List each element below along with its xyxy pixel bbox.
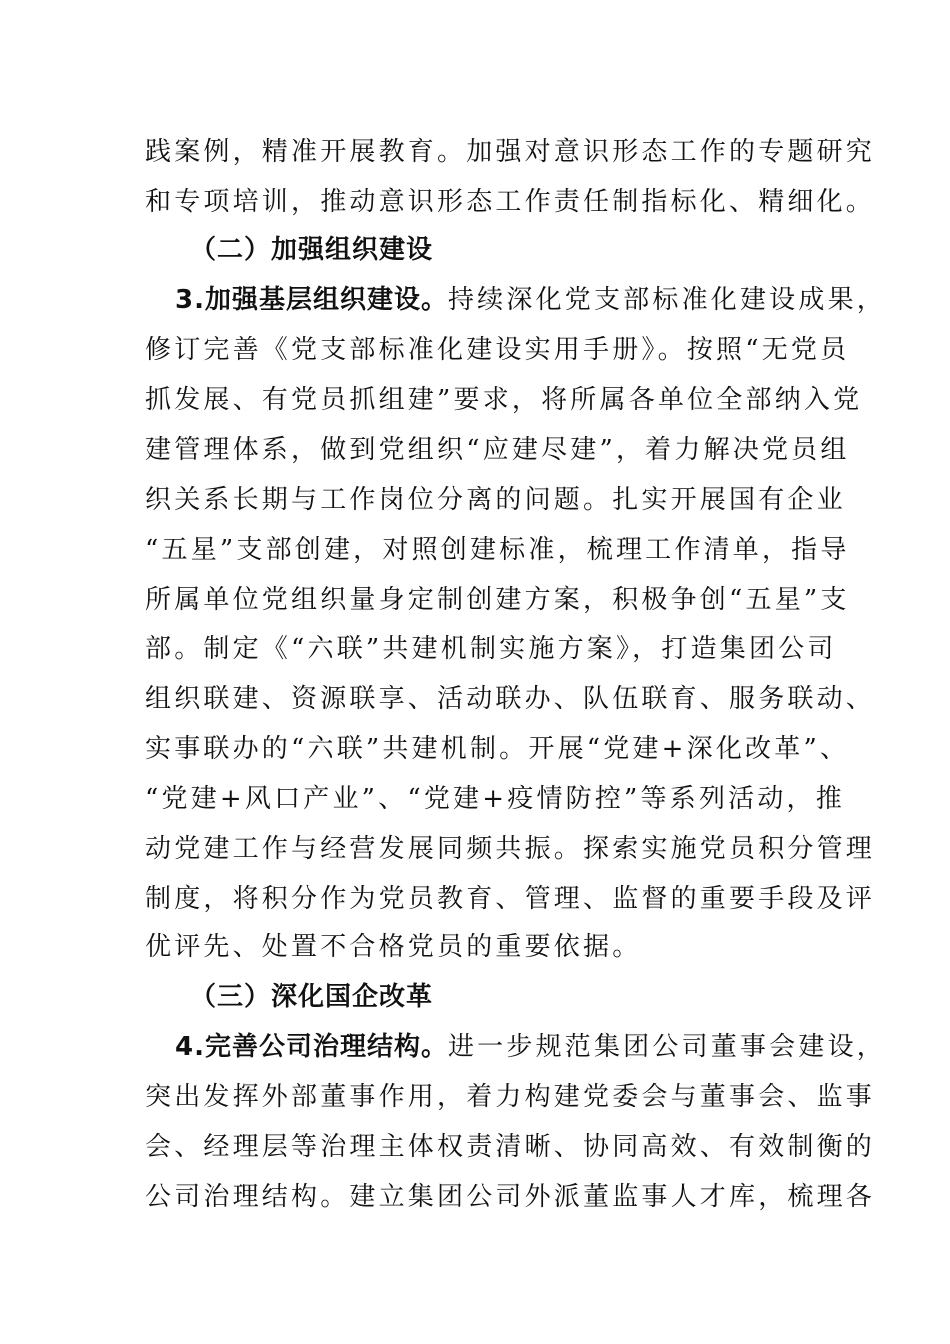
body-line: 组织联建、资源联享、活动联办、队伍联育、服务联动、 [145, 684, 876, 714]
body-line: 突出发挥外部董事作用，着力构建党委会与董事会、监事 [145, 1082, 876, 1112]
body-line: 实事联办的“六联”共建机制。开展“党建+深化改革”、 [145, 734, 850, 764]
body-line: “党建+风口产业”、“党建+疫情防控”等系列活动，推 [145, 784, 845, 814]
body-line: 所属单位党组织量身定制创建方案，积极争创“五星”支 [145, 585, 850, 615]
body-line: 抓发展、有党员抓组建”要求，将所属各单位全部纳入党 [145, 385, 863, 415]
body-line: 织关系长期与工作岗位分离的问题。扎实开展国有企业 [145, 485, 846, 515]
body-line: 会、经理层等治理主体权责清晰、协同高效、有效制衡的 [145, 1132, 876, 1162]
paragraph-3-first-line [175, 275, 886, 325]
paragraph-3-rest: 持续深化党支部标准化建设成果， [447, 285, 886, 315]
body-line: 部。制定《“六联”共建机制实施方案》，打造集团公司 [145, 634, 837, 664]
body-line: 制度，将积分作为党员教育、管理、监督的重要手段及评 [145, 884, 876, 914]
body-line: 践案例，精准开展教育。加强对意识形态工作的专题研究 [145, 137, 876, 167]
body-line: 修订完善《党支部标准化建设实用手册》。按照“无党员 [145, 335, 850, 365]
paragraph-3-lead: 3.加强基层组织建设。 [175, 285, 448, 315]
section-heading-2: （二）加强组织建设 [190, 235, 434, 265]
body-line: 优评先、处置不合格党员的重要依据。 [145, 932, 642, 962]
body-line: 和专项培训，推动意识形态工作责任制指标化、精细化。 [145, 187, 876, 217]
section-heading-3: （三）深化国企改革 [190, 982, 434, 1012]
paragraph-4-first-line [175, 1022, 886, 1072]
body-line: 动党建工作与经营发展同频共振。探索实施党员积分管理 [145, 834, 876, 864]
body-line: 建管理体系，做到党组织“应建尽建”，着力解决党员组 [145, 435, 850, 465]
paragraph-4-lead: 4.完善公司治理结构。 [175, 1032, 448, 1062]
paragraph-4-rest: 进一步规范集团公司董事会建设， [447, 1032, 886, 1062]
body-line: “五星”支部创建，对照创建标准，梳理工作清单，指导 [145, 535, 850, 565]
body-line: 公司治理结构。建立集团公司外派董监事人才库，梳理各 [145, 1182, 876, 1212]
